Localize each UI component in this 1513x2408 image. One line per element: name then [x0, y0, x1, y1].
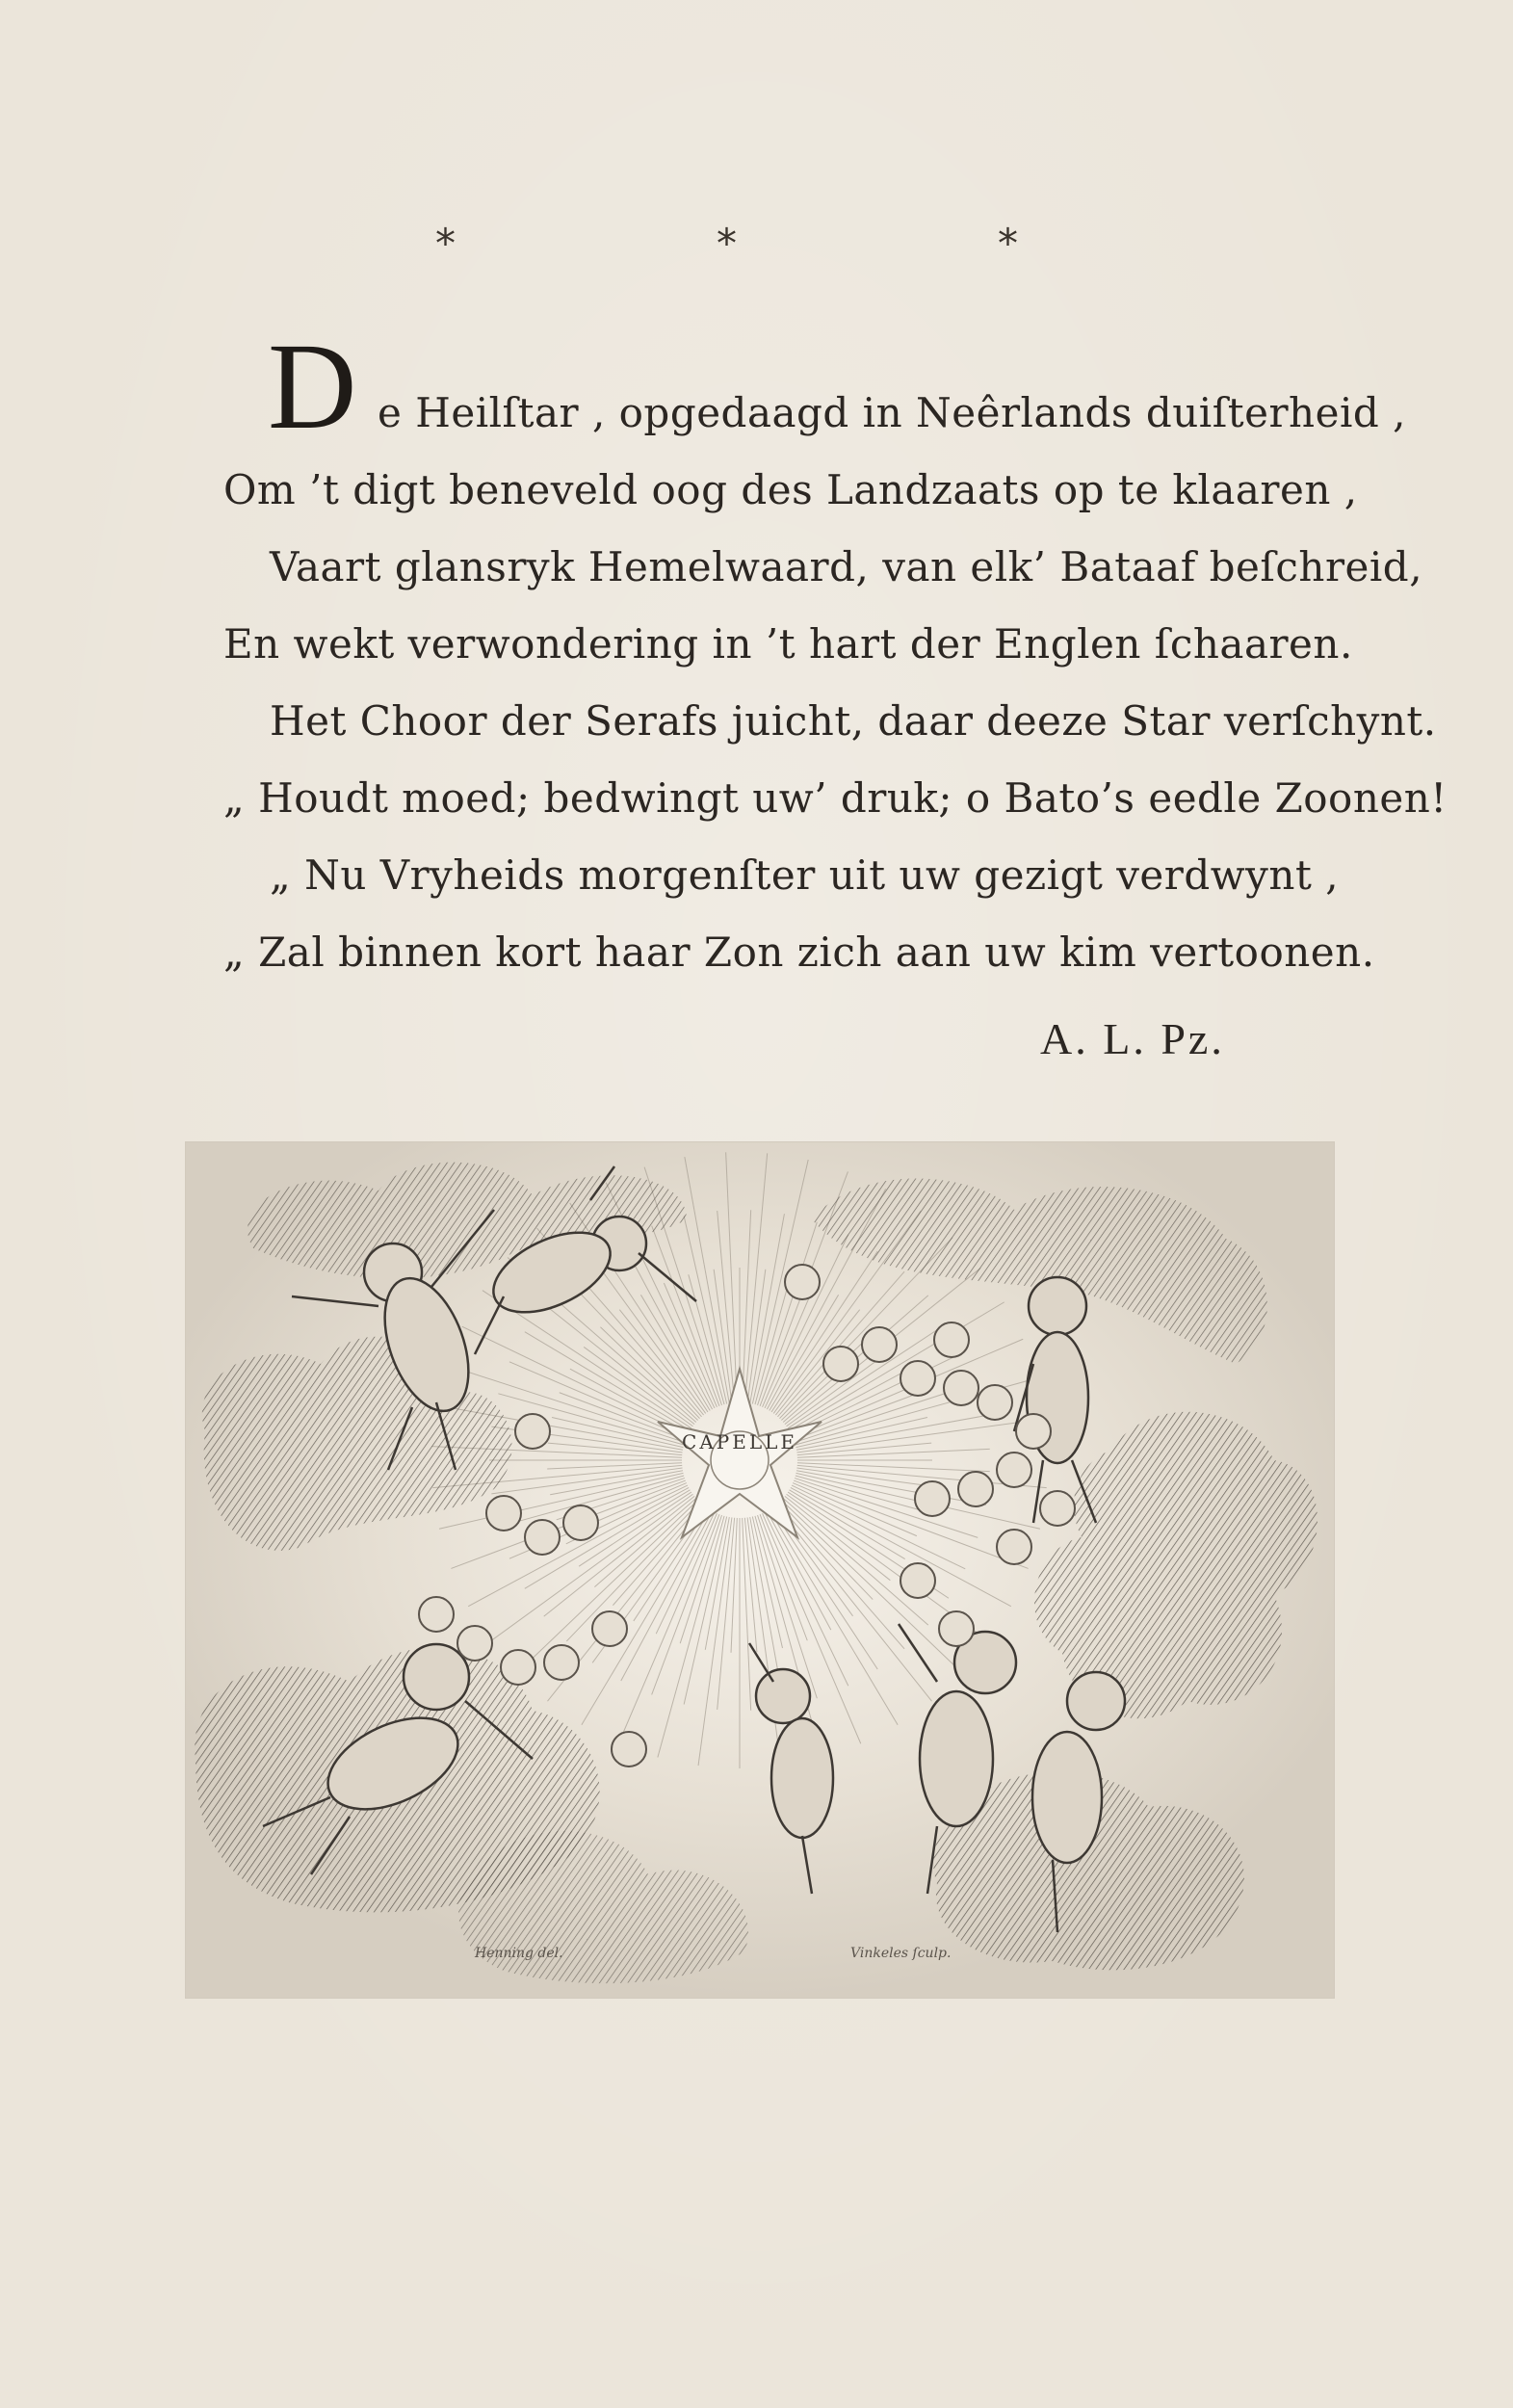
- poem-line: Het Choor der Serafs juicht, daar deeze Star verſchynt.: [270, 697, 1437, 745]
- cherub-head: [997, 1530, 1031, 1564]
- cherub-head: [592, 1611, 627, 1646]
- cherub-head: [486, 1496, 521, 1531]
- cherub-head: [1040, 1491, 1075, 1526]
- cherub-head: [997, 1453, 1031, 1487]
- cherub-head: [785, 1265, 820, 1299]
- cherub-head: [457, 1626, 492, 1661]
- credit-designer: Henning del.: [475, 1946, 563, 1961]
- cherub-head: [862, 1327, 897, 1362]
- cherub-head: [563, 1505, 598, 1540]
- asterisk-ornament: *: [717, 220, 737, 267]
- poem-line: „ Houdt moed; bedwingt uw’ druk; o Bato’s eedle Zoonen!: [223, 774, 1448, 822]
- cherub-head: [915, 1481, 950, 1516]
- asterisk-ornament: *: [998, 220, 1018, 267]
- cherub-head: [525, 1520, 560, 1555]
- ornament-row: [0, 220, 1513, 268]
- cherub-head: [944, 1371, 978, 1405]
- poem-line: e Heilſtar , opgedaagd in Neêrlands duiſterheid ,: [378, 389, 1406, 436]
- cherub-head: [1016, 1414, 1051, 1449]
- poem-signature: A. L. Pz.: [1040, 1014, 1225, 1063]
- cherub-head: [958, 1472, 993, 1506]
- poem-line: En wekt verwondering in ’t hart der Englen ſchaaren.: [223, 620, 1353, 667]
- poem-line: „ Nu Vryheids morgenſter uit uw gezigt verdwynt ,: [270, 851, 1340, 899]
- asterisk-ornament: *: [435, 220, 456, 267]
- cherub-head: [501, 1650, 535, 1685]
- cherub-head: [823, 1347, 858, 1381]
- poem-line: Om ’t digt beneveld oog des Landzaats op te klaaren ,: [223, 466, 1358, 513]
- cherub-head: [978, 1385, 1012, 1420]
- drop-capital: D: [268, 318, 357, 455]
- engraving-plate: [185, 1141, 1335, 1999]
- cherub-head: [515, 1414, 550, 1449]
- poem-line: „ Zal binnen kort haar Zon zich aan uw kim vertoonen.: [223, 929, 1375, 976]
- credit-engraver: Vinkeles ſculp.: [850, 1946, 952, 1961]
- cherub-head: [939, 1611, 974, 1646]
- cherub-head: [419, 1597, 454, 1632]
- star-inscription: CAPELLE: [682, 1430, 797, 1453]
- cherub-head: [934, 1322, 969, 1357]
- engraving-illustration: [186, 1142, 1334, 1998]
- cherub-head: [900, 1361, 935, 1396]
- poem-line: Vaart glansryk Hemelwaard, van elk’ Bataaf beſchreid,: [270, 543, 1423, 590]
- cherub-head: [900, 1563, 935, 1598]
- cherub-head: [544, 1645, 579, 1680]
- cherub-head: [612, 1732, 646, 1767]
